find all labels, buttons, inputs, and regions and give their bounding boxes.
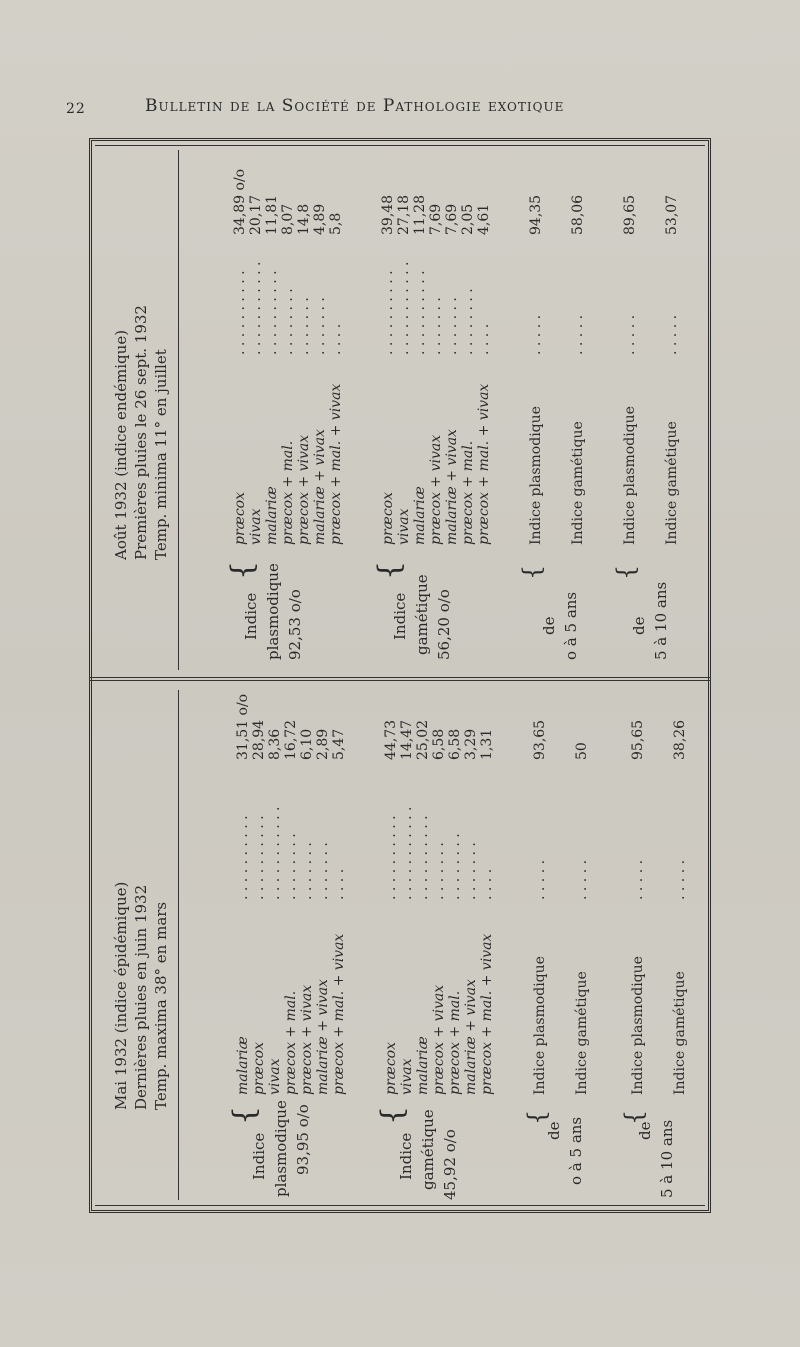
group-brace: { xyxy=(225,560,260,580)
row-name: malariæ xyxy=(415,1036,431,1095)
row-value: 2,89 xyxy=(315,728,331,760)
row-name: præcox + mal. + vivax xyxy=(476,383,492,545)
row-dots: . . . . . . . xyxy=(296,297,312,355)
column-header-line: Dernières pluies en juin 1932 xyxy=(132,884,150,1110)
row-name: malariæ xyxy=(412,486,428,545)
row-value: 7,69 xyxy=(444,203,460,235)
group-label: 5 à 10 ans xyxy=(658,1119,676,1198)
row-dots: . . . . . xyxy=(664,314,680,355)
row-name: præcox + vivax xyxy=(431,984,447,1095)
row-name: vivax xyxy=(267,1058,283,1095)
row-dots: . . . . . . . xyxy=(444,297,460,355)
row-value: 8,36 xyxy=(267,728,283,760)
row-value: 6,58 xyxy=(447,728,463,760)
row-name: Indice plasmodique xyxy=(630,956,646,1095)
group-label: plasmodique xyxy=(264,563,282,660)
row-name: præcox xyxy=(232,492,248,545)
group-brace: { xyxy=(227,1105,262,1125)
row-name: præcox xyxy=(383,1042,399,1095)
row-value: 11,81 xyxy=(264,194,280,235)
row-value: 5,47 xyxy=(331,728,347,760)
group-brace: { xyxy=(612,564,640,580)
row-name: vivax xyxy=(396,508,412,545)
frame-inner-bottom xyxy=(95,1205,705,1206)
row-name: Indice plasmodique xyxy=(528,406,544,545)
row-name: præcox xyxy=(251,1042,267,1095)
header-rule xyxy=(178,150,179,670)
row-value: 3,29 xyxy=(463,728,479,760)
group-label: gamétique xyxy=(419,1109,437,1190)
row-dots: . . . . . . . . . . xyxy=(412,270,428,355)
row-dots: . . . . . . . xyxy=(312,297,328,355)
row-value: 31,51 o/o xyxy=(235,693,251,760)
row-value: 20,17 xyxy=(248,194,264,235)
row-dots: . . . . . . . . . . xyxy=(235,815,251,900)
group-label: Indice xyxy=(242,592,260,640)
row-value: 6,58 xyxy=(431,728,447,760)
row-value: 2,05 xyxy=(460,203,476,235)
row-name: malariæ + vivax xyxy=(315,979,331,1095)
row-dots: . . . . xyxy=(328,323,344,355)
row-value: 39,48 xyxy=(380,194,396,235)
group-label: 5 à 10 ans xyxy=(652,581,670,660)
group-brace: { xyxy=(372,560,407,580)
group-label: 93,95 o/o xyxy=(294,1104,312,1175)
group-label: 92,53 o/o xyxy=(286,589,304,660)
row-value: 89,65 xyxy=(622,194,638,235)
row-dots: . . . . . . . xyxy=(299,842,315,900)
row-name: vivax xyxy=(248,508,264,545)
row-value: 14,8 xyxy=(296,203,312,235)
row-dots: . . . . xyxy=(476,323,492,355)
page-number: 22 xyxy=(66,101,86,117)
row-value: 28,94 xyxy=(251,719,267,760)
row-value: 58,06 xyxy=(570,194,586,235)
row-value: 95,65 xyxy=(630,719,646,760)
row-name: præcox xyxy=(380,492,396,545)
row-name: præcox + mal. + vivax xyxy=(328,383,344,545)
row-dots: . . . . . . . . . . . xyxy=(267,806,283,900)
row-name: Indice plasmodique xyxy=(532,956,548,1095)
column-header-line: Temp. minima 11° en juillet xyxy=(152,349,170,560)
row-value: 53,07 xyxy=(664,194,680,235)
row-value: 14,47 xyxy=(399,719,415,760)
group-label: o à 5 ans xyxy=(567,1116,585,1185)
row-dots: . . . . . . . . xyxy=(447,833,463,900)
group-label: o à 5 ans xyxy=(562,591,580,660)
row-name: vivax xyxy=(399,1058,415,1095)
row-dots: . . . . . . . . . . xyxy=(232,270,248,355)
row-dots: . . . . . . . xyxy=(428,297,444,355)
row-dots: . . . . . . . . . . xyxy=(383,815,399,900)
row-value: 27,18 xyxy=(396,194,412,235)
row-name: præcox + mal. xyxy=(280,440,296,545)
row-name: Indice plasmodique xyxy=(622,406,638,545)
row-dots: . . . . . . . xyxy=(463,842,479,900)
row-dots: . . . . . xyxy=(672,859,688,900)
row-dots: . . . . . . . . . . xyxy=(251,815,267,900)
group-label: Indice xyxy=(397,1132,415,1180)
row-value: 5,8 xyxy=(328,212,344,235)
group-label: de xyxy=(630,616,648,635)
row-value: 50 xyxy=(574,742,590,760)
column-header-line: Mai 1932 (indice épidémique) xyxy=(112,881,130,1110)
row-dots: . . . . xyxy=(479,868,495,900)
row-dots: . . . . . xyxy=(528,314,544,355)
row-name: Indice gamétique xyxy=(574,971,590,1095)
row-dots: . . . . . . . . . . . xyxy=(396,261,412,355)
row-name: præcox + mal. + vivax xyxy=(331,933,347,1095)
row-name: præcox + vivax xyxy=(296,434,312,545)
row-dots: . . . . xyxy=(331,868,347,900)
row-value: 11,28 xyxy=(412,194,428,235)
row-name: malariæ + vivax xyxy=(444,429,460,545)
row-dots: . . . . . . . . . . xyxy=(415,815,431,900)
row-name: Indice gamétique xyxy=(672,971,688,1095)
row-name: Indice gamétique xyxy=(664,421,680,545)
frame-inner-top xyxy=(95,145,705,146)
row-name: præcox + mal. xyxy=(460,440,476,545)
row-dots: . . . . . . . xyxy=(315,842,331,900)
row-name: præcox + mal. xyxy=(447,990,463,1095)
row-name: malariæ + vivax xyxy=(463,979,479,1095)
row-name: præcox + vivax xyxy=(299,984,315,1095)
group-label: gamétique xyxy=(413,574,431,655)
group-label: Indice xyxy=(250,1132,268,1180)
row-value: 7,69 xyxy=(428,203,444,235)
row-name: malariæ xyxy=(264,486,280,545)
table-middle-rule xyxy=(89,677,711,681)
group-label: de xyxy=(636,1121,654,1140)
group-brace: { xyxy=(523,1109,551,1125)
row-dots: . . . . . . . . . . xyxy=(264,270,280,355)
row-dots: . . . . . xyxy=(622,314,638,355)
column-header-line: Temp. maxima 38° en mars xyxy=(152,901,170,1110)
column-header-line: Premières pluies le 26 sept. 1932 xyxy=(132,305,150,560)
row-value: 38,26 xyxy=(672,719,688,760)
row-value: 34,89 o/o xyxy=(232,168,248,235)
row-value: 94,35 xyxy=(528,194,544,235)
group-label: de xyxy=(540,616,558,635)
row-dots: . . . . . xyxy=(570,314,586,355)
row-dots: . . . . . xyxy=(574,859,590,900)
row-value: 4,61 xyxy=(476,203,492,235)
row-value: 1,31 xyxy=(479,728,495,760)
row-dots: . . . . . . . . . . xyxy=(380,270,396,355)
row-name: malariæ xyxy=(235,1036,251,1095)
row-name: præcox + vivax xyxy=(428,434,444,545)
header-rule xyxy=(178,690,179,1200)
group-label: 56,20 o/o xyxy=(435,589,453,660)
row-value: 25,02 xyxy=(415,719,431,760)
row-dots: . . . . . xyxy=(630,859,646,900)
row-dots: . . . . . . . . . . . xyxy=(399,806,415,900)
group-label: 45,92 o/o xyxy=(441,1129,459,1200)
row-value: 93,65 xyxy=(532,719,548,760)
row-value: 16,72 xyxy=(283,719,299,760)
row-dots: . . . . . . . . . . . xyxy=(248,261,264,355)
column-header-line: Août 1932 (indice endémique) xyxy=(112,329,130,560)
row-name: præcox + mal. xyxy=(283,990,299,1095)
row-dots: . . . . . . . . xyxy=(280,288,296,355)
running-head: Bulletin de la Société de Pathologie exotique xyxy=(145,96,565,116)
row-name: præcox + mal. + vivax xyxy=(479,933,495,1095)
group-brace: { xyxy=(620,1109,648,1125)
group-label: Indice xyxy=(391,592,409,640)
row-value: 6,10 xyxy=(299,728,315,760)
row-dots: . . . . . xyxy=(532,859,548,900)
row-dots: . . . . . . . . xyxy=(283,833,299,900)
group-brace: { xyxy=(518,564,546,580)
row-dots: . . . . . . . xyxy=(431,842,447,900)
row-dots: . . . . . . . . xyxy=(460,288,476,355)
row-value: 8,07 xyxy=(280,203,296,235)
row-name: Indice gamétique xyxy=(570,421,586,545)
group-brace: { xyxy=(375,1105,410,1125)
row-value: 44,73 xyxy=(383,719,399,760)
group-label: de xyxy=(545,1121,563,1140)
row-name: malariæ + vivax xyxy=(312,429,328,545)
row-value: 4,89 xyxy=(312,203,328,235)
group-label: plasmodique xyxy=(272,1100,290,1197)
